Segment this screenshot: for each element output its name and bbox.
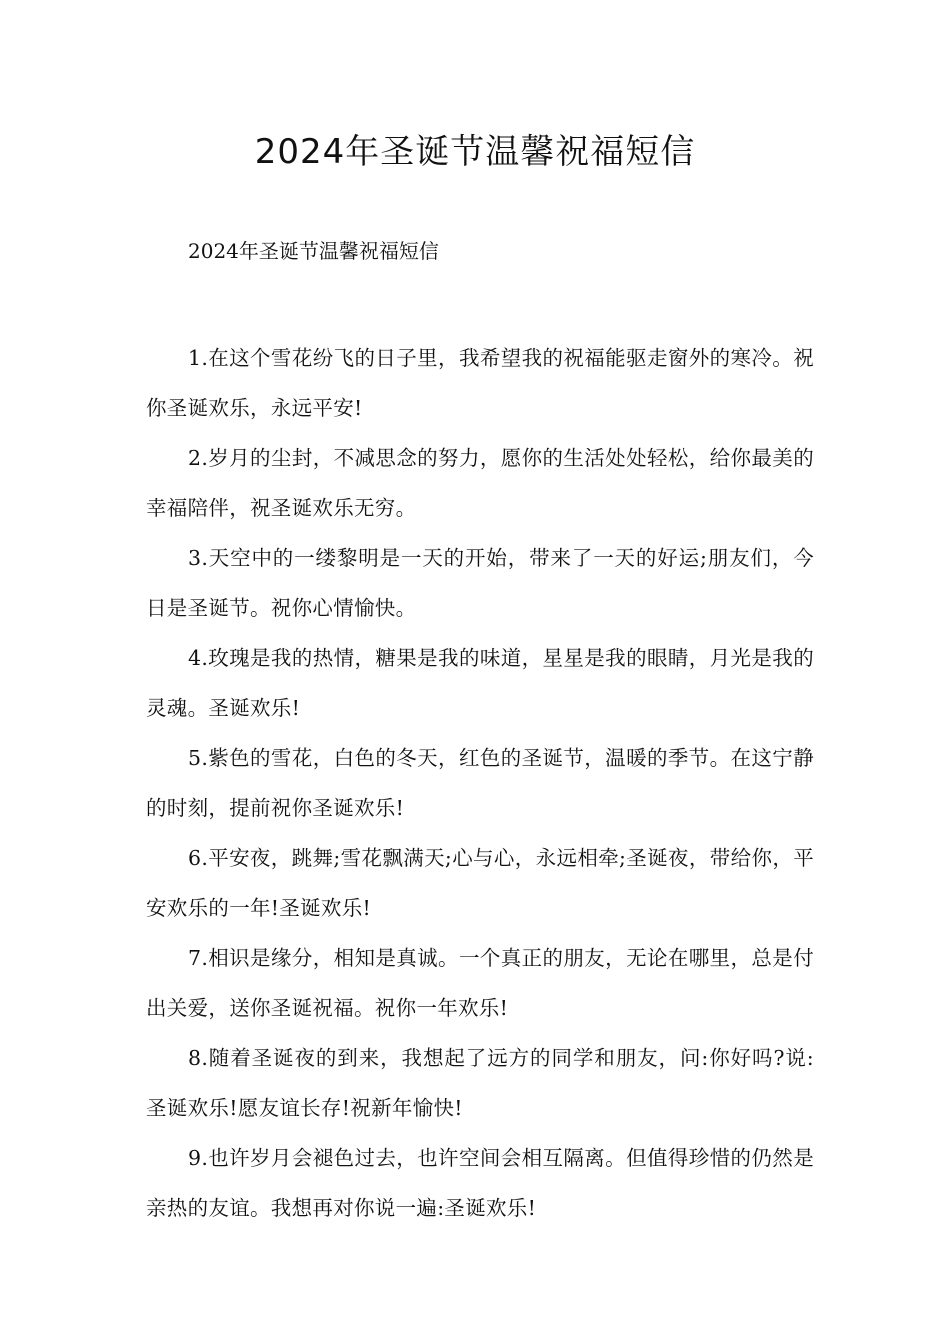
message-paragraph-3: 3.天空中的一缕黎明是一天的开始，带来了一天的好运;朋友们，今日是圣诞节。祝你心情愉快。 bbox=[146, 546, 814, 620]
message-list bbox=[146, 333, 814, 1233]
message-paragraph-4: 4.玫瑰是我的热情，糖果是我的味道，星星是我的眼睛，月光是我的灵魂。圣诞欢乐! bbox=[146, 646, 814, 720]
message-paragraph-6: 6.平安夜，跳舞;雪花飘满天;心与心，永远相牵;圣诞夜，带给你，平安欢乐的一年!圣诞欢乐! bbox=[146, 846, 814, 920]
message-paragraph-5: 5.紫色的雪花，白色的冬天，红色的圣诞节，温暖的季节。在这宁静的时刻，提前祝你圣诞欢乐! bbox=[146, 746, 814, 820]
message-paragraph-9: 9.也许岁月会褪色过去，也许空间会相互隔离。但值得珍惜的仍然是亲热的友谊。我想再对你说一遍:圣诞欢乐! bbox=[146, 1146, 814, 1220]
message-paragraph-2: 2.岁月的尘封，不减思念的努力，愿你的生活处处轻松，给你最美的幸福陪伴，祝圣诞欢乐无穷。 bbox=[146, 446, 814, 520]
document-title: 2024年圣诞节温馨祝福短信 bbox=[254, 132, 696, 172]
message-paragraph-8: 8.随着圣诞夜的到来，我想起了远方的同学和朋友，问:你好吗?说:圣诞欢乐!愿友谊长存!祝新年愉快! bbox=[146, 1046, 814, 1120]
document-subtitle: 2024年圣诞节温馨祝福短信 bbox=[188, 239, 439, 263]
message-paragraph-7: 7.相识是缘分，相知是真诚。一个真正的朋友，无论在哪里，总是付出关爱，送你圣诞祝福。祝你一年欢乐! bbox=[146, 946, 814, 1020]
message-paragraph-1: 1.在这个雪花纷飞的日子里，我希望我的祝福能驱走窗外的寒冷。祝你圣诞欢乐，永远平安! bbox=[146, 346, 814, 420]
